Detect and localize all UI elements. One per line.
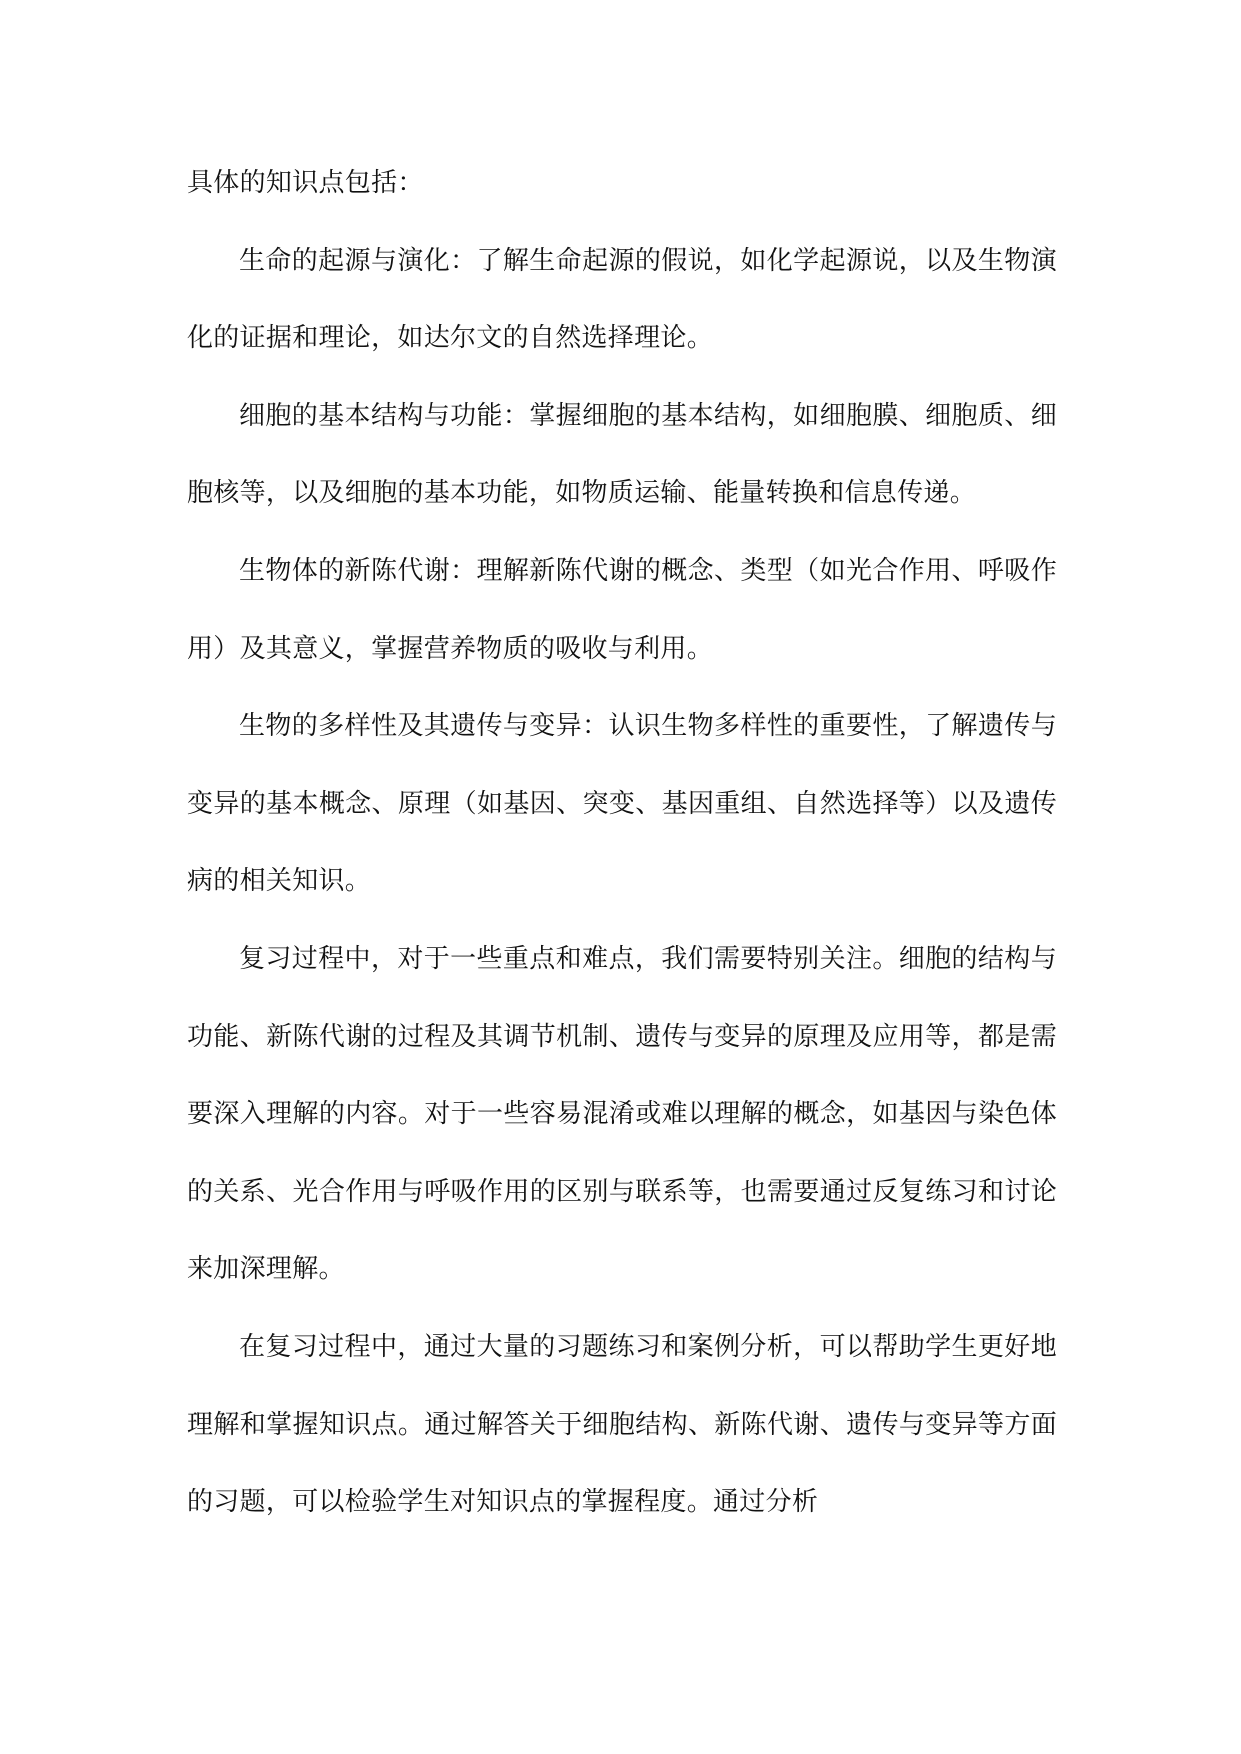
paragraph-origin-evolution: 生命的起源与演化：了解生命起源的假说，如化学起源说，以及生物演化的证据和理论，如达尔文的自然选择理论。 <box>187 245 1057 354</box>
paragraph-diversity-genetics: 生物的多样性及其遗传与变异：认识生物多样性的重要性，了解遗传与变异的基本概念、原理（如基因、突变、基因重组、自然选择等）以及遗传病的相关知识。 <box>187 711 1057 897</box>
paragraph-key-points: 复习过程中，对于一些重点和难点，我们需要特别关注。细胞的结构与功能、新陈代谢的过程及其调节机制、遗传与变异的原理及应用等，都是需要深入理解的内容。对于一些容易混淆或难以理解的概念，如基因与染色体的关系、光合作用与呼吸作用的区别与联系等，也需要通过反复练习和讨论来加深理解。 <box>187 943 1057 1285</box>
paragraph-intro: 具体的知识点包括： <box>187 168 424 198</box>
paragraph-metabolism: 生物体的新陈代谢：理解新陈代谢的概念、类型（如光合作用、呼吸作用）及其意义，掌握营养物质的吸收与利用。 <box>187 555 1057 664</box>
paragraph-cell-structure: 细胞的基本结构与功能：掌握细胞的基本结构，如细胞膜、细胞质、细胞核等，以及细胞的基本功能，如物质运输、能量转换和信息传递。 <box>187 400 1057 509</box>
document-body <box>187 145 1057 1542</box>
paragraph-practice: 在复习过程中，通过大量的习题练习和案例分析，可以帮助学生更好地理解和掌握知识点。通过解答关于细胞结构、新陈代谢、遗传与变异等方面的习题，可以检验学生对知识点的掌握程度。通过分析 <box>187 1331 1057 1518</box>
